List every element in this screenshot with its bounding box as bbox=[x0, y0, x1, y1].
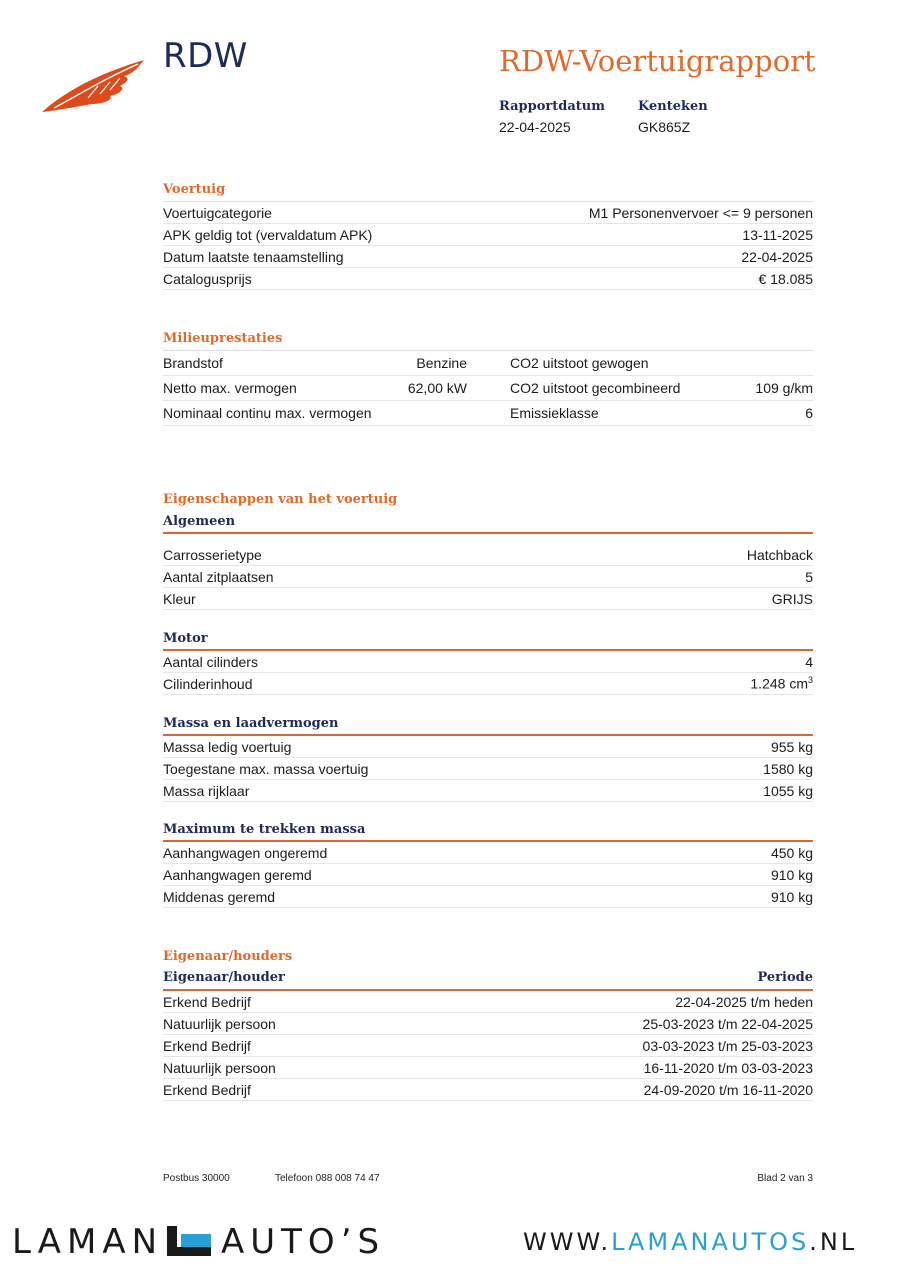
table-header bbox=[163, 970, 813, 989]
row-label: Aantal cilinders bbox=[163, 653, 258, 670]
massa-table bbox=[163, 734, 813, 802]
table-row bbox=[163, 673, 813, 695]
table-row bbox=[163, 202, 813, 224]
plate-label: Kenteken bbox=[638, 99, 708, 114]
brand-name bbox=[12, 1222, 385, 1262]
table-row bbox=[163, 1057, 813, 1079]
row-label: Netto max. vermogen bbox=[163, 380, 297, 396]
row-value: M1 Personenvervoer <= 9 personen bbox=[588, 204, 813, 221]
trekken-table bbox=[163, 840, 813, 908]
table-row bbox=[163, 886, 813, 908]
row-label: APK geldig tot (vervaldatum APK) bbox=[163, 226, 373, 243]
row-value: 4 bbox=[805, 653, 813, 670]
rdw-logo-icon bbox=[40, 56, 148, 114]
plate-number: GK865Z bbox=[638, 119, 691, 135]
table-row bbox=[163, 651, 813, 673]
brand-name-part-2: AUTO’S bbox=[221, 1222, 386, 1262]
row-value: € 18.085 bbox=[758, 270, 813, 287]
row-value: 24-09-2020 t/m 16-11-2020 bbox=[643, 1081, 813, 1098]
row-value: 910 kg bbox=[770, 888, 813, 905]
row-label: Massa ledig voertuig bbox=[163, 738, 292, 755]
table-row bbox=[163, 864, 813, 886]
org-name: RDW bbox=[163, 36, 248, 76]
table-row bbox=[163, 224, 813, 246]
row-label: Toegestane max. massa voertuig bbox=[163, 760, 369, 777]
row-label: Nominaal continu max. vermogen bbox=[163, 405, 372, 421]
algemeen-table bbox=[163, 532, 813, 610]
row-value: 16-11-2020 t/m 03-03-2023 bbox=[643, 1059, 813, 1076]
row-label: Aantal zitplaatsen bbox=[163, 568, 274, 585]
row-value: 62,00 kW bbox=[407, 380, 467, 396]
footer-telefoon: Telefoon 088 008 74 47 bbox=[275, 1173, 380, 1184]
table-row bbox=[163, 1079, 813, 1101]
voertuig-table bbox=[163, 201, 813, 290]
report-title: RDW-Voertuigrapport bbox=[499, 44, 816, 78]
row-value bbox=[750, 675, 813, 692]
value-text: 1.248 cm bbox=[750, 675, 808, 692]
row-value: 22-04-2025 t/m heden bbox=[675, 993, 813, 1010]
row-value: 5 bbox=[805, 568, 813, 585]
table-row bbox=[163, 991, 813, 1013]
row-label: CO2 uitstoot gecombineerd bbox=[510, 380, 681, 396]
row-value: 22-04-2025 bbox=[741, 248, 813, 265]
report-date-label: Rapportdatum bbox=[499, 99, 605, 114]
row-label: Voertuigcategorie bbox=[163, 204, 272, 221]
spacer bbox=[163, 534, 813, 544]
url-prefix: WWW. bbox=[523, 1228, 612, 1256]
row-label: Erkend Bedrijf bbox=[163, 993, 251, 1010]
row-label: Aanhangwagen geremd bbox=[163, 866, 312, 883]
footer-page-number: Blad 2 van 3 bbox=[757, 1173, 813, 1184]
row-label: Brandstof bbox=[163, 355, 223, 371]
eigenaar-table bbox=[163, 970, 813, 1101]
column-header-period: Periode bbox=[757, 970, 813, 985]
milieu-table bbox=[163, 350, 813, 426]
row-value: 450 kg bbox=[770, 844, 813, 861]
table-row bbox=[163, 758, 813, 780]
row-value: GRIJS bbox=[771, 590, 813, 607]
website-url[interactable] bbox=[523, 1228, 857, 1256]
row-value: 25-03-2023 t/m 22-04-2025 bbox=[642, 1015, 813, 1032]
table-row bbox=[163, 351, 813, 376]
row-label: Natuurlijk persoon bbox=[163, 1059, 276, 1076]
row-label: Emissieklasse bbox=[510, 405, 599, 421]
row-label: Massa rijklaar bbox=[163, 782, 250, 799]
value-superscript: 3 bbox=[807, 675, 813, 686]
section-title-eigenschappen: Eigenschappen van het voertuig bbox=[163, 492, 398, 507]
row-label: Erkend Bedrijf bbox=[163, 1081, 251, 1098]
row-value: Hatchback bbox=[746, 546, 813, 563]
brand-name-part-1: LAMAN bbox=[12, 1222, 164, 1262]
row-label: Aanhangwagen ongeremd bbox=[163, 844, 328, 861]
row-label: Kleur bbox=[163, 590, 196, 607]
row-label: Catalogusprijs bbox=[163, 270, 252, 287]
row-value: 955 kg bbox=[770, 738, 813, 755]
subsection-title-algemeen: Algemeen bbox=[163, 514, 236, 529]
table-row bbox=[163, 376, 813, 401]
table-row bbox=[163, 246, 813, 268]
section-title-voertuig: Voertuig bbox=[163, 182, 226, 197]
subsection-title-massa: Massa en laadvermogen bbox=[163, 716, 339, 731]
table-row bbox=[163, 544, 813, 566]
row-value: 6 bbox=[805, 405, 813, 421]
row-value: 109 g/km bbox=[755, 380, 813, 396]
row-label: Datum laatste tenaamstelling bbox=[163, 248, 344, 265]
row-label: CO2 uitstoot gewogen bbox=[510, 355, 649, 371]
table-row bbox=[163, 842, 813, 864]
table-row bbox=[163, 1013, 813, 1035]
table-row bbox=[163, 736, 813, 758]
row-label: Erkend Bedrijf bbox=[163, 1037, 251, 1054]
footer-postbus: Postbus 30000 bbox=[163, 1173, 230, 1184]
table-row bbox=[163, 780, 813, 802]
row-value: 910 kg bbox=[770, 866, 813, 883]
report-date: 22-04-2025 bbox=[499, 119, 571, 135]
row-label: Natuurlijk persoon bbox=[163, 1015, 276, 1032]
motor-table bbox=[163, 649, 813, 695]
table-row bbox=[163, 1035, 813, 1057]
row-value: 03-03-2023 t/m 25-03-2023 bbox=[642, 1037, 813, 1054]
table-row bbox=[163, 401, 813, 426]
column-header-owner: Eigenaar/houder bbox=[163, 970, 285, 985]
section-title-eigenaar: Eigenaar/houders bbox=[163, 949, 293, 964]
row-label: Carrosserietype bbox=[163, 546, 262, 563]
row-value: Benzine bbox=[416, 355, 467, 371]
table-row bbox=[163, 566, 813, 588]
brand-logo-icon bbox=[167, 1226, 211, 1256]
table-row bbox=[163, 588, 813, 610]
section-title-milieu: Milieuprestaties bbox=[163, 331, 283, 346]
url-domain: LAMANAUTOS bbox=[611, 1228, 810, 1256]
row-label: Cilinderinhoud bbox=[163, 675, 253, 692]
row-value: 1055 kg bbox=[763, 782, 813, 799]
row-value: 1580 kg bbox=[763, 760, 813, 777]
row-value: 13-11-2025 bbox=[742, 226, 813, 243]
row-label: Middenas geremd bbox=[163, 888, 276, 905]
subsection-title-motor: Motor bbox=[163, 631, 208, 646]
table-row bbox=[163, 268, 813, 290]
subsection-title-trekken: Maximum te trekken massa bbox=[163, 822, 366, 837]
url-suffix: .NL bbox=[809, 1228, 858, 1256]
